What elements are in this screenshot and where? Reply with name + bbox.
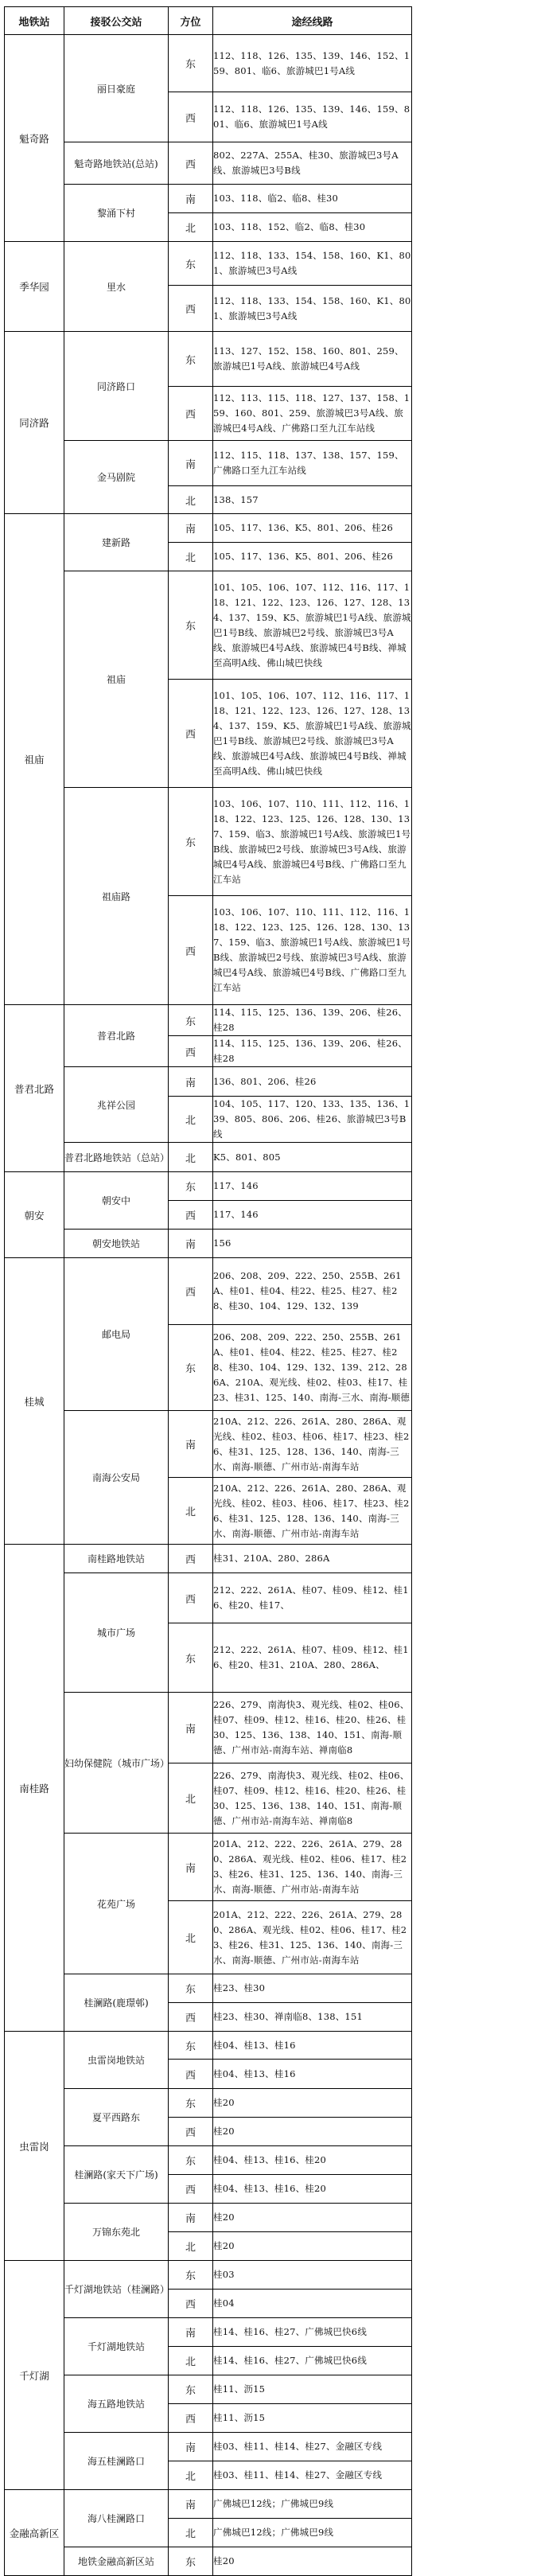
table-row [5, 35, 412, 92]
routes-cell: 206、208、209、222、250、255B、261A、桂01、桂04、桂22、桂25、桂27、桂28、桂30、104、129、132、139 [213, 1258, 412, 1325]
direction-cell: 北 [169, 1097, 213, 1143]
table-row [5, 332, 412, 387]
direction-cell: 西 [169, 2404, 213, 2433]
direction-cell: 南 [169, 2204, 213, 2232]
routes-cell: 226、279、南海快3、观光线、桂02、桂06、桂07、桂09、桂12、桂16、桂20、桂26、桂30、125、136、138、140、151、南海-顺德、广州市站-南海车站、禅南临8 [213, 1693, 412, 1763]
bus-stop-cell: 城市广场 [64, 1573, 169, 1693]
direction-cell: 西 [169, 2003, 213, 2032]
routes-cell: 101、105、106、107、112、116、117、118、121、122、123、126、127、128、134、137、159、K5、旅游城巴1号A线、旅游城巴1号B线、旅游城巴2号线、旅游城巴3号A线、旅游城巴4号A线、旅游城巴4号B线、禅城至高明A线、佛山城巴快线 [213, 571, 412, 680]
table-row [5, 514, 412, 543]
header-direction: 方位 [169, 7, 213, 35]
table-row [5, 441, 412, 486]
direction-cell: 北 [169, 2461, 213, 2490]
routes-cell: 桂04、桂13、桂16 [213, 2032, 412, 2060]
direction-cell: 东 [169, 1974, 213, 2003]
bus-stop-cell: 祖庙 [64, 571, 169, 788]
routes-cell: 212、222、261A、桂07、桂09、桂12、桂16、桂20、桂31、210A、280、286A、 [213, 1623, 412, 1693]
bus-stop-cell: 海五桂澜路口 [64, 2433, 169, 2490]
routes-cell: K5、801、805 [213, 1143, 412, 1172]
direction-cell: 东 [169, 2375, 213, 2404]
table-row [5, 2547, 412, 2576]
table-body [5, 35, 412, 2576]
bus-stop-cell: 魁奇路地铁站(总站) [64, 142, 169, 185]
direction-cell: 北 [169, 1143, 213, 1172]
direction-cell: 东 [169, 1005, 213, 1036]
bus-stop-cell: 建新路 [64, 514, 169, 571]
routes-cell: 226、279、南海快3、观光线、桂02、桂06、桂07、桂09、桂12、桂16、桂20、桂26、桂30、125、136、138、140、151、南海-顺德、广州市站-南海车站、禅南临8 [213, 1763, 412, 1834]
routes-cell: 210A、212、226、261A、280、286A、观光线、桂02、桂03、桂06、桂17、桂23、桂26、桂31、125、128、136、140、南海-三水、南海-顺德、广州市站-南海车站 [213, 1478, 412, 1545]
table-row [5, 2204, 412, 2232]
bus-stop-cell: 朝安中 [64, 1172, 169, 1230]
table-header-row [5, 7, 412, 35]
bus-stop-cell: 桂澜路(鹿璟邨) [64, 1974, 169, 2032]
bus-stop-cell: 祖庙路 [64, 788, 169, 1005]
direction-cell: 西 [169, 2290, 213, 2318]
routes-cell: 112、118、133、154、158、160、K1、801、旅游城巴3号A线 [213, 286, 412, 332]
routes-cell: 桂11、沥15 [213, 2375, 412, 2404]
direction-cell: 南 [169, 2490, 213, 2519]
direction-cell: 西 [169, 142, 213, 185]
table-row [5, 185, 412, 213]
direction-cell: 东 [169, 2261, 213, 2290]
routes-cell: 117、146 [213, 1172, 412, 1201]
table-row [5, 1258, 412, 1325]
table-row [5, 2261, 412, 2290]
direction-cell: 东 [169, 2089, 213, 2118]
table-row [5, 1143, 412, 1172]
bus-stop-cell: 夏平西路东 [64, 2089, 169, 2146]
table-row [5, 2318, 412, 2347]
routes-cell: 112、113、115、118、127、137、158、159、160、801、259、旅游城巴3号A线、旅游城巴4号A线、广佛路口至九江车站线 [213, 387, 412, 441]
bus-stop-cell: 桂澜路(家天下广场) [64, 2146, 169, 2204]
routes-cell: 广佛城巴12线；广佛城巴9线 [213, 2519, 412, 2547]
bus-stop-cell: 丽日豪庭 [64, 35, 169, 142]
routes-cell: 114、115、125、136、139、206、桂26、桂28 [213, 1036, 412, 1067]
routes-cell: 103、118、临2、临8、桂30 [213, 185, 412, 213]
table-row [5, 788, 412, 896]
direction-cell: 南 [169, 1693, 213, 1763]
metro-station-cell: 桂城 [5, 1258, 64, 1545]
direction-cell: 南 [169, 1411, 213, 1478]
direction-cell: 北 [169, 543, 213, 571]
routes-cell: 桂04、桂13、桂16、桂20 [213, 2175, 412, 2204]
routes-cell: 212、222、261A、桂07、桂09、桂12、桂16、桂20、桂17、 [213, 1573, 412, 1623]
table-row [5, 2375, 412, 2404]
direction-cell: 北 [169, 2232, 213, 2261]
direction-cell: 南 [169, 514, 213, 543]
direction-cell: 西 [169, 1545, 213, 1573]
bus-stop-cell: 黎涌下村 [64, 185, 169, 242]
direction-cell: 东 [169, 242, 213, 286]
direction-cell: 南 [169, 2318, 213, 2347]
routes-cell: 112、118、133、154、158、160、K1、801、旅游城巴3号A线 [213, 242, 412, 286]
direction-cell: 东 [169, 2146, 213, 2175]
routes-cell: 桂20 [213, 2204, 412, 2232]
table-row [5, 1230, 412, 1258]
routes-cell: 103、106、107、110、111、112、116、118、122、123、125、126、128、130、137、159、临3、旅游城巴1号A线、旅游城巴1号B线、旅游城巴2号线、旅游城巴3号A线、旅游城巴4号A线、旅游城巴4号B线、广佛路口至九江车站 [213, 788, 412, 896]
routes-cell: 桂23、桂30 [213, 1974, 412, 2003]
table-row [5, 2146, 412, 2175]
metro-station-cell: 魁奇路 [5, 35, 64, 242]
bus-stop-cell: 海八桂澜路口 [64, 2490, 169, 2547]
direction-cell: 南 [169, 441, 213, 486]
bus-stop-cell: 千灯湖地铁站 [64, 2318, 169, 2375]
bus-stop-cell: 地铁金融高新区站 [64, 2547, 169, 2576]
routes-cell: 桂03 [213, 2261, 412, 2290]
direction-cell: 北 [169, 1763, 213, 1834]
direction-cell: 北 [169, 1478, 213, 1545]
table-row [5, 2089, 412, 2118]
direction-cell: 北 [169, 2347, 213, 2375]
direction-cell: 东 [169, 332, 213, 387]
direction-cell: 西 [169, 1258, 213, 1325]
table-row [5, 2433, 412, 2461]
direction-cell: 西 [169, 2118, 213, 2146]
header-metro-station: 地铁站 [5, 7, 64, 35]
table-row [5, 571, 412, 680]
direction-cell: 西 [169, 2175, 213, 2204]
routes-cell: 桂04 [213, 2290, 412, 2318]
routes-cell: 103、118、152、临2、临8、桂30 [213, 213, 412, 242]
header-routes: 途经线路 [213, 7, 412, 35]
bus-stop-cell: 兆祥公园 [64, 1067, 169, 1143]
header-bus-stop: 接驳公交站 [64, 7, 169, 35]
table-row [5, 1005, 412, 1036]
bus-stop-cell: 万锦东苑北 [64, 2204, 169, 2261]
direction-cell: 西 [169, 1036, 213, 1067]
direction-cell: 北 [169, 1901, 213, 1974]
routes-cell: 桂31、210A、280、286A [213, 1545, 412, 1573]
routes-cell: 101、105、106、107、112、116、117、118、121、122、123、126、127、128、134、137、159、K5、旅游城巴1号A线、旅游城巴1号B线、旅游城巴2号线、旅游城巴3号A线、旅游城巴4号A线、旅游城巴4号B线、禅城至高明A线、佛山城巴快线 [213, 680, 412, 788]
metro-station-cell: 祖庙 [5, 514, 64, 1005]
bus-stop-cell: 朝安地铁站 [64, 1230, 169, 1258]
metro-station-cell: 南桂路 [5, 1545, 64, 2032]
direction-cell: 西 [169, 680, 213, 788]
direction-cell: 西 [169, 92, 213, 142]
direction-cell: 西 [169, 387, 213, 441]
table-row [5, 2490, 412, 2519]
table-row [5, 2032, 412, 2060]
routes-cell: 104、105、117、120、133、135、136、139、805、806、206、桂26、旅游城巴3号B线 [213, 1097, 412, 1143]
metro-station-cell: 朝安 [5, 1172, 64, 1258]
routes-cell: 136、801、206、桂26 [213, 1067, 412, 1097]
direction-cell: 东 [169, 571, 213, 680]
direction-cell: 东 [169, 2547, 213, 2576]
routes-cell: 桂23、桂30、禅南临8、138、151 [213, 2003, 412, 2032]
table-row [5, 242, 412, 286]
direction-cell: 南 [169, 1230, 213, 1258]
direction-cell: 南 [169, 1067, 213, 1097]
direction-cell: 西 [169, 1573, 213, 1623]
bus-stop-cell: 同济路口 [64, 332, 169, 441]
table-row [5, 1974, 412, 2003]
metro-station-cell: 普君北路 [5, 1005, 64, 1172]
routes-cell: 桂20 [213, 2547, 412, 2576]
direction-cell: 东 [169, 1325, 213, 1411]
table-row [5, 1834, 412, 1901]
routes-cell: 201A、212、222、226、261A、279、280、286A、观光线、桂02、桂06、桂17、桂23、桂26、桂31、125、136、140、南海-三水、南海-顺德、广州市站-南海车站 [213, 1901, 412, 1974]
routes-cell: 112、115、118、137、138、157、159、广佛路口至九江车站线 [213, 441, 412, 486]
metro-station-cell: 季华园 [5, 242, 64, 332]
routes-cell: 桂20 [213, 2089, 412, 2118]
table-row [5, 1172, 412, 1201]
routes-cell: 802、227A、255A、桂30、旅游城巴3号A线、旅游城巴3号B线 [213, 142, 412, 185]
direction-cell: 西 [169, 896, 213, 1005]
direction-cell: 西 [169, 286, 213, 332]
routes-cell: 桂03、桂11、桂14、桂27、金融区专线 [213, 2433, 412, 2461]
bus-stop-cell: 花苑广场 [64, 1834, 169, 1974]
table-row [5, 1411, 412, 1478]
direction-cell: 南 [169, 1834, 213, 1901]
metro-station-cell: 同济路 [5, 332, 64, 514]
routes-cell: 117、146 [213, 1201, 412, 1230]
routes-cell: 210A、212、226、261A、280、286A、观光线、桂02、桂03、桂06、桂17、桂23、桂26、桂31、125、128、136、140、南海-三水、南海-顺德、广州市站-南海车站 [213, 1411, 412, 1478]
routes-cell: 138、157 [213, 486, 412, 514]
bus-stop-cell: 虫雷岗地铁站 [64, 2032, 169, 2089]
routes-cell: 114、115、125、136、139、206、桂26、桂28 [213, 1005, 412, 1036]
bus-stop-cell: 千灯湖地铁站（桂澜路） [64, 2261, 169, 2318]
bus-connection-table [4, 6, 412, 2576]
direction-cell: 东 [169, 1623, 213, 1693]
direction-cell: 东 [169, 1172, 213, 1201]
routes-cell: 桂11、沥15 [213, 2404, 412, 2433]
routes-cell: 113、127、152、158、160、801、259、旅游城巴1号A线、旅游城巴4号A线 [213, 332, 412, 387]
routes-cell: 桂03、桂11、桂14、桂27、金融区专线 [213, 2461, 412, 2490]
direction-cell: 南 [169, 185, 213, 213]
routes-cell: 103、106、107、110、111、112、116、118、122、123、125、126、128、130、137、159、临3、旅游城巴1号A线、旅游城巴1号B线、旅游城巴2号线、旅游城巴3号A线、旅游城巴4号A线、旅游城巴4号B线、广佛路口至九江车站 [213, 896, 412, 1005]
table-row [5, 1573, 412, 1623]
routes-cell: 201A、212、222、226、261A、279、280、286A、观光线、桂02、桂06、桂17、桂23、桂26、桂31、125、136、140、南海-三水、南海-顺德、广州市站-南海车站 [213, 1834, 412, 1901]
direction-cell: 西 [169, 1201, 213, 1230]
bus-stop-cell: 金马剧院 [64, 441, 169, 514]
bus-stop-cell: 南桂路地铁站 [64, 1545, 169, 1573]
routes-cell: 桂04、桂13、桂16、桂20 [213, 2146, 412, 2175]
routes-cell: 广佛城巴12线；广佛城巴9线 [213, 2490, 412, 2519]
routes-cell: 206、208、209、222、250、255B、261A、桂01、桂04、桂22、桂25、桂27、桂28、桂30、104、129、132、139、212、286A、210A、观光线、桂02、桂03、桂17、桂23、桂31、125、140、南海-三水、南海-顺德 [213, 1325, 412, 1411]
routes-cell: 112、118、126、135、139、146、152、159、801、临6、旅游城巴1号A线 [213, 35, 412, 92]
routes-cell: 156 [213, 1230, 412, 1258]
metro-station-cell: 虫雷岗 [5, 2032, 64, 2261]
routes-cell: 桂20 [213, 2232, 412, 2261]
direction-cell: 南 [169, 2433, 213, 2461]
table-row [5, 1693, 412, 1763]
bus-stop-cell: 南海公安局 [64, 1411, 169, 1545]
routes-cell: 112、118、126、135、139、146、159、801、临6、旅游城巴1号A线 [213, 92, 412, 142]
metro-station-cell: 金融高新区 [5, 2490, 64, 2576]
routes-cell: 105、117、136、K5、801、206、桂26 [213, 514, 412, 543]
direction-cell: 北 [169, 213, 213, 242]
bus-stop-cell: 普君北路地铁站（总站） [64, 1143, 169, 1172]
direction-cell: 北 [169, 2519, 213, 2547]
bus-stop-cell: 普君北路 [64, 1005, 169, 1067]
bus-stop-cell: 海五路地铁站 [64, 2375, 169, 2433]
direction-cell: 东 [169, 2032, 213, 2060]
direction-cell: 东 [169, 35, 213, 92]
bus-stop-cell: 里水 [64, 242, 169, 332]
routes-cell: 桂14、桂16、桂27、广佛城巴快6线 [213, 2318, 412, 2347]
routes-cell: 105、117、136、K5、801、206、桂26 [213, 543, 412, 571]
bus-stop-cell: 妇幼保健院（城市广场） [64, 1693, 169, 1834]
direction-cell: 西 [169, 2060, 213, 2089]
table-row [5, 142, 412, 185]
table-row [5, 1545, 412, 1573]
direction-cell: 东 [169, 788, 213, 896]
metro-station-cell: 千灯湖 [5, 2261, 64, 2490]
routes-cell: 桂14、桂16、桂27、广佛城巴快6线 [213, 2347, 412, 2375]
routes-cell: 桂20 [213, 2118, 412, 2146]
bus-stop-cell: 邮电局 [64, 1258, 169, 1411]
direction-cell: 北 [169, 486, 213, 514]
table-row [5, 1067, 412, 1097]
routes-cell: 桂04、桂13、桂16 [213, 2060, 412, 2089]
